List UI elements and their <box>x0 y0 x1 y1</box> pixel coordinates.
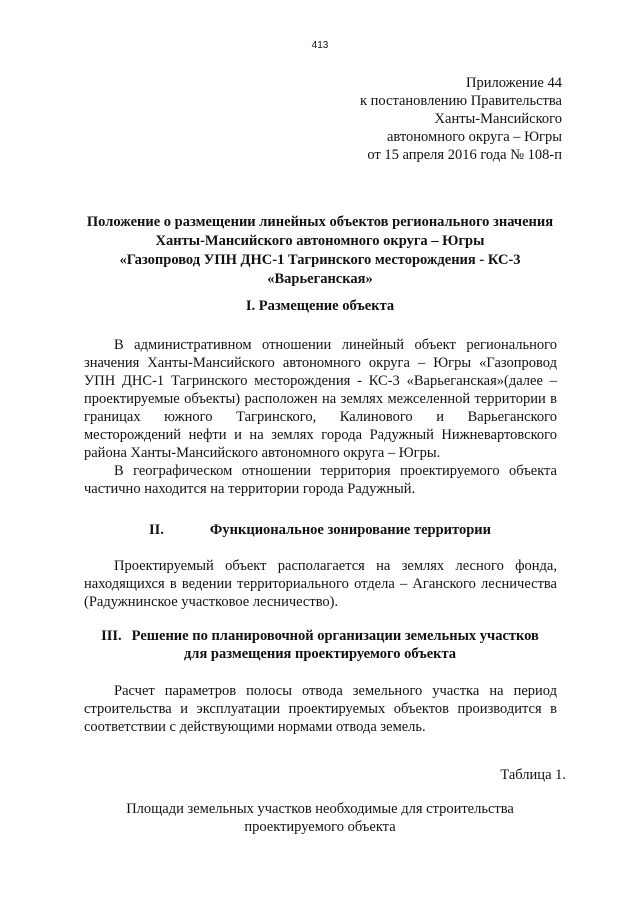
table-caption <box>90 800 550 836</box>
title-line: Положение о размещении линейных объектов регионального значения <box>86 214 554 230</box>
section-1-heading: I. Размещение объекта <box>245 298 395 314</box>
table-caption-line: Площади земельных участков необходимые для строительства <box>126 801 514 817</box>
section-1-paragraph-2: В географическом отношении территория проектируемого объекта частично находится на территории города Радужный. <box>84 463 557 497</box>
appendix-line: Приложение 44 <box>466 75 562 91</box>
section-3-body <box>84 682 557 736</box>
section-3-heading-line: для размещения проектируемого объекта <box>183 646 457 662</box>
appendix-line: к постановлению Правительства <box>360 93 562 109</box>
title-line: «Варьеганская» <box>267 271 373 287</box>
section-2-paragraph-1: Проектируемый объект располагается на землях лесного фонда, находящихся в ведении территориального отдела – Аганского лесничества (Радужнинское участковое лесничество). <box>84 558 557 610</box>
page-number: 413 <box>311 40 329 51</box>
section-3-heading <box>80 627 560 663</box>
section-3-paragraph-1: Расчет параметров полосы отвода земельного участка на период строительства и эксплуатации проектируемых объектов производится в соответствии с действующими нормами отвода земель. <box>84 683 557 735</box>
section-3-heading-line <box>80 627 560 645</box>
table-label: Таблица 1. <box>500 767 566 783</box>
section-2-number: II. <box>149 522 164 538</box>
section-2-heading <box>80 521 560 539</box>
section-2-title: Функциональное зонирование территории <box>209 522 491 538</box>
section-2-body <box>84 557 557 611</box>
section-3-title: Решение по планировочной организации земельных участков <box>131 628 539 644</box>
section-3-number: III. <box>101 628 122 644</box>
title-line: Ханты-Мансийского автономного округа – Югры <box>155 233 485 249</box>
section-1-paragraph-1: В административном отношении линейный объект регионального значения Ханты-Мансийского автономного округа – Югры «Газопровод УПН ДНС-1 Тагринского месторождения - КС-3 «Варьеганская»(далее – проектируемые объекты) расположен на землях межселенной территории в границах южного Тагринского, Калинового и Варьеганского месторождений нефти и на землях города Радужный Нижневартовского района Ханты-Мансийского автономного округа – Югры. <box>84 337 557 461</box>
appendix-line: автономного округа – Югры <box>386 129 562 145</box>
appendix-line: Ханты-Мансийского <box>434 111 562 127</box>
section-1-body <box>84 336 557 498</box>
title-line: «Газопровод УПН ДНС-1 Тагринского месторождения - КС-3 <box>119 252 521 268</box>
appendix-line: от 15 апреля 2016 года № 108-п <box>367 147 562 163</box>
table-caption-line: проектируемого объекта <box>244 819 396 835</box>
document-title <box>70 213 570 289</box>
appendix-block <box>360 74 562 164</box>
